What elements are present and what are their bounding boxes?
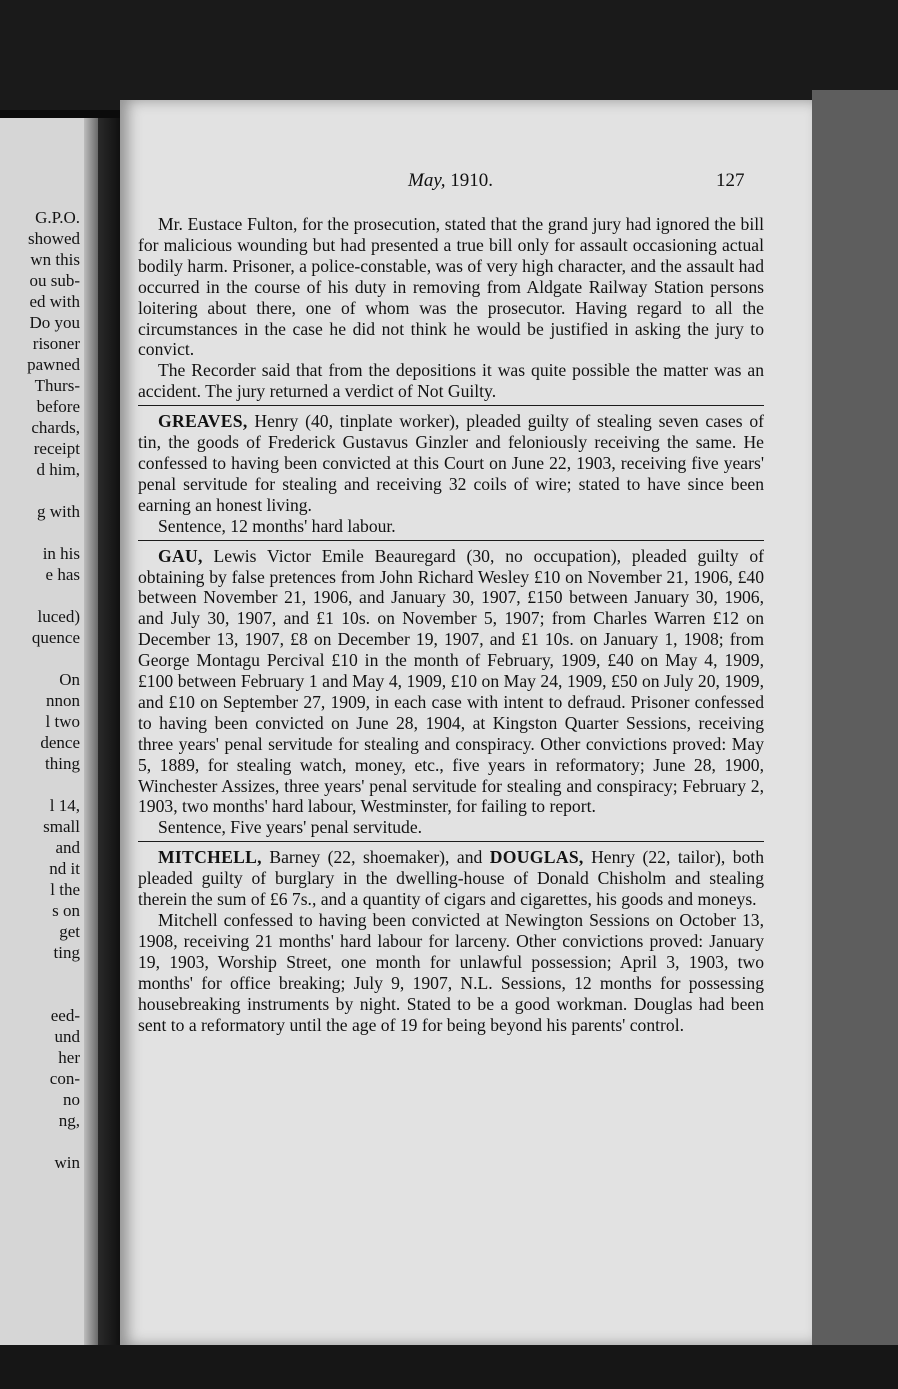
previous-page-line: before	[36, 397, 80, 416]
previous-page-line: risoner	[32, 334, 80, 353]
previous-page-line: small	[43, 817, 80, 836]
sentence-line: Sentence, Five years' penal servitude.	[158, 817, 423, 838]
previous-page-line: get	[59, 922, 80, 941]
previous-page-line: wn this	[30, 250, 80, 269]
defendant-name: GREAVES,	[158, 411, 248, 432]
previous-page-line: dence	[40, 733, 80, 752]
page-number: 127	[716, 170, 745, 191]
previous-page-line: no	[63, 1090, 80, 1109]
defendant-name: GAU,	[158, 545, 203, 566]
defendant-name-2: DOUGLAS,	[489, 847, 584, 868]
previous-page-line: eed-	[50, 1006, 80, 1025]
previous-page-line: ou sub-	[29, 271, 80, 290]
previous-page-line: s on	[52, 901, 80, 920]
previous-page-line: thing	[45, 754, 80, 773]
case-text: Henry (22, tailor), both pleaded guilty of burglary in the dwelling-house of Donald Chisholm and stealing therein the sum of £6 7s., and a quantity of cigars and cigarettes, his goods and moneys.	[138, 847, 764, 910]
case-fulton-conclusion	[138, 214, 764, 402]
paragraph: Mr. Eustace Fulton, for the prosecution, stated that the grand jury had ignored the bill for malicious wounding but had presented a true bill only for assault occasioning actual bodily harm. Prisoner, a police-constable, was of very high character, and the assault had occurred in the course of his duty in removing from Aldgate Railway Station persons loitering about there, one of whom was the prosecutor. Having regard to all the circumstances in the case he did not think he would be justified in asking the jury to convict.	[138, 214, 764, 360]
previous-page-line: win	[54, 1153, 80, 1172]
previous-page-line: und	[54, 1027, 80, 1046]
previous-page-line: e has	[45, 565, 80, 584]
previous-page-line: her	[58, 1048, 80, 1067]
previous-page-line: l two	[45, 712, 80, 731]
defendant-name: MITCHELL,	[158, 847, 262, 868]
previous-page-line: d him,	[36, 460, 80, 479]
previous-page-line: in his	[42, 544, 80, 563]
previous-page-line: l 14,	[49, 796, 80, 815]
previous-page-line: nd it	[49, 859, 80, 878]
page-gutter-shadow	[84, 118, 98, 1353]
previous-page-line: luced)	[37, 607, 80, 626]
previous-page-line: Thurs-	[34, 376, 80, 395]
previous-page-line: l the	[50, 880, 80, 899]
section-divider	[138, 540, 764, 541]
previous-page-line: quence	[31, 628, 80, 647]
case-text: Barney (22, shoemaker), and	[261, 847, 490, 868]
case-text: Lewis Victor Emile Beauregard (30, no occupation), pleaded guilty of obtaining by false pretences from John Richard Wesley £10 on November 21, 1906, £40 between November 21, 1906, and January 30, 1907, £150 between January 30, 1906, and July 30, 1907, and £1 10s. on November 5, 1907; from Charles Warren £12 on December 13, 1907, £8 on December 19, 1907, and £1 10s. on January 1, 1908; from George Montagu Percival £10 in the month of February, 1909, £40 on May 4, 1909, £100 between February 1 and May 4, 1909, £10 on May 24, 1909, £50 on July 20, 1909, and £10 on September 27, 1909, in each case with intent to defraud. Prisoner confessed to having been convicted on June 28, 1904, at Kingston Quarter Sessions, receiving three years' penal servitude for stealing and conspiracy. Other convictions proved: May 5, 1889, for stealing watch, money, etc., five years in reformatory; June 28, 1900, Winchester Assizes, three years' penal servitude for stealing and conspiracy; February 2, 1903, two months' hard labour, Westminster, for failing to report.	[138, 545, 764, 817]
previous-page-line: G.P.O.	[35, 208, 80, 227]
page-body	[138, 214, 764, 1035]
previous-page-line: Do you	[29, 313, 80, 332]
previous-page-line: pawned	[27, 355, 80, 374]
scan-bottom-border	[0, 1345, 898, 1389]
paragraph	[138, 411, 764, 516]
paragraph	[138, 546, 764, 818]
previous-page-line: and	[55, 838, 80, 857]
scan-top-border	[0, 0, 898, 110]
previous-page-line: receipt	[33, 439, 80, 458]
paragraph	[138, 847, 764, 910]
case-gau	[138, 546, 764, 839]
previous-page-line: g with	[37, 502, 80, 521]
case-mitchell-douglas	[138, 847, 764, 1035]
previous-page-line: ng,	[58, 1111, 80, 1130]
book-spine	[98, 118, 122, 1353]
header-month: May,	[408, 170, 446, 191]
header-year: 1910.	[450, 170, 493, 191]
paragraph: Mitchell confessed to having been convicted at Newington Sessions on October 13, 1908, receiving 21 months' hard labour for larceny. Other convictions proved: January 19, 1903, Worship Street, one month for unlawful possession; April 3, 1903, two months' for office breaking; July 9, 1907, N.L. Sessions, 12 months for possessing housebreaking instruments by night. Stated to be a good workman. Douglas had been sent to a reformatory until the age of 19 for being beyond his parents' control.	[138, 910, 764, 1035]
previous-page-line: ed with	[29, 292, 80, 311]
section-divider	[138, 405, 764, 406]
scan-right-border	[812, 90, 898, 1389]
document-page	[120, 100, 812, 1345]
previous-page-fragment	[0, 118, 98, 1353]
case-text: Henry (40, tinplate worker), pleaded guilty of stealing seven cases of tin, the goods of Frederick Gustavus Ginzler and feloniously receiving the same. He confessed to having been convicted at this Court on June 22, 1903, receiving five years' penal servitude for stealing and receiving 32 coils of wire; stated to have since been earning an honest living.	[138, 411, 764, 515]
sentence-line: Sentence, 12 months' hard labour.	[158, 515, 396, 536]
previous-page-line: On	[59, 670, 80, 689]
previous-page-line: nnon	[46, 691, 80, 710]
header-date	[408, 170, 493, 192]
running-header	[120, 170, 812, 194]
previous-page-line: showed	[28, 229, 80, 248]
previous-page-line: ting	[53, 943, 80, 962]
paragraph: The Recorder said that from the depositions it was quite possible the matter was an accident. The jury returned a verdict of Not Guilty.	[138, 360, 764, 402]
case-greaves	[138, 411, 764, 536]
section-divider	[138, 841, 764, 842]
previous-page-line: chards,	[31, 418, 80, 437]
previous-page-line: con-	[49, 1069, 80, 1088]
